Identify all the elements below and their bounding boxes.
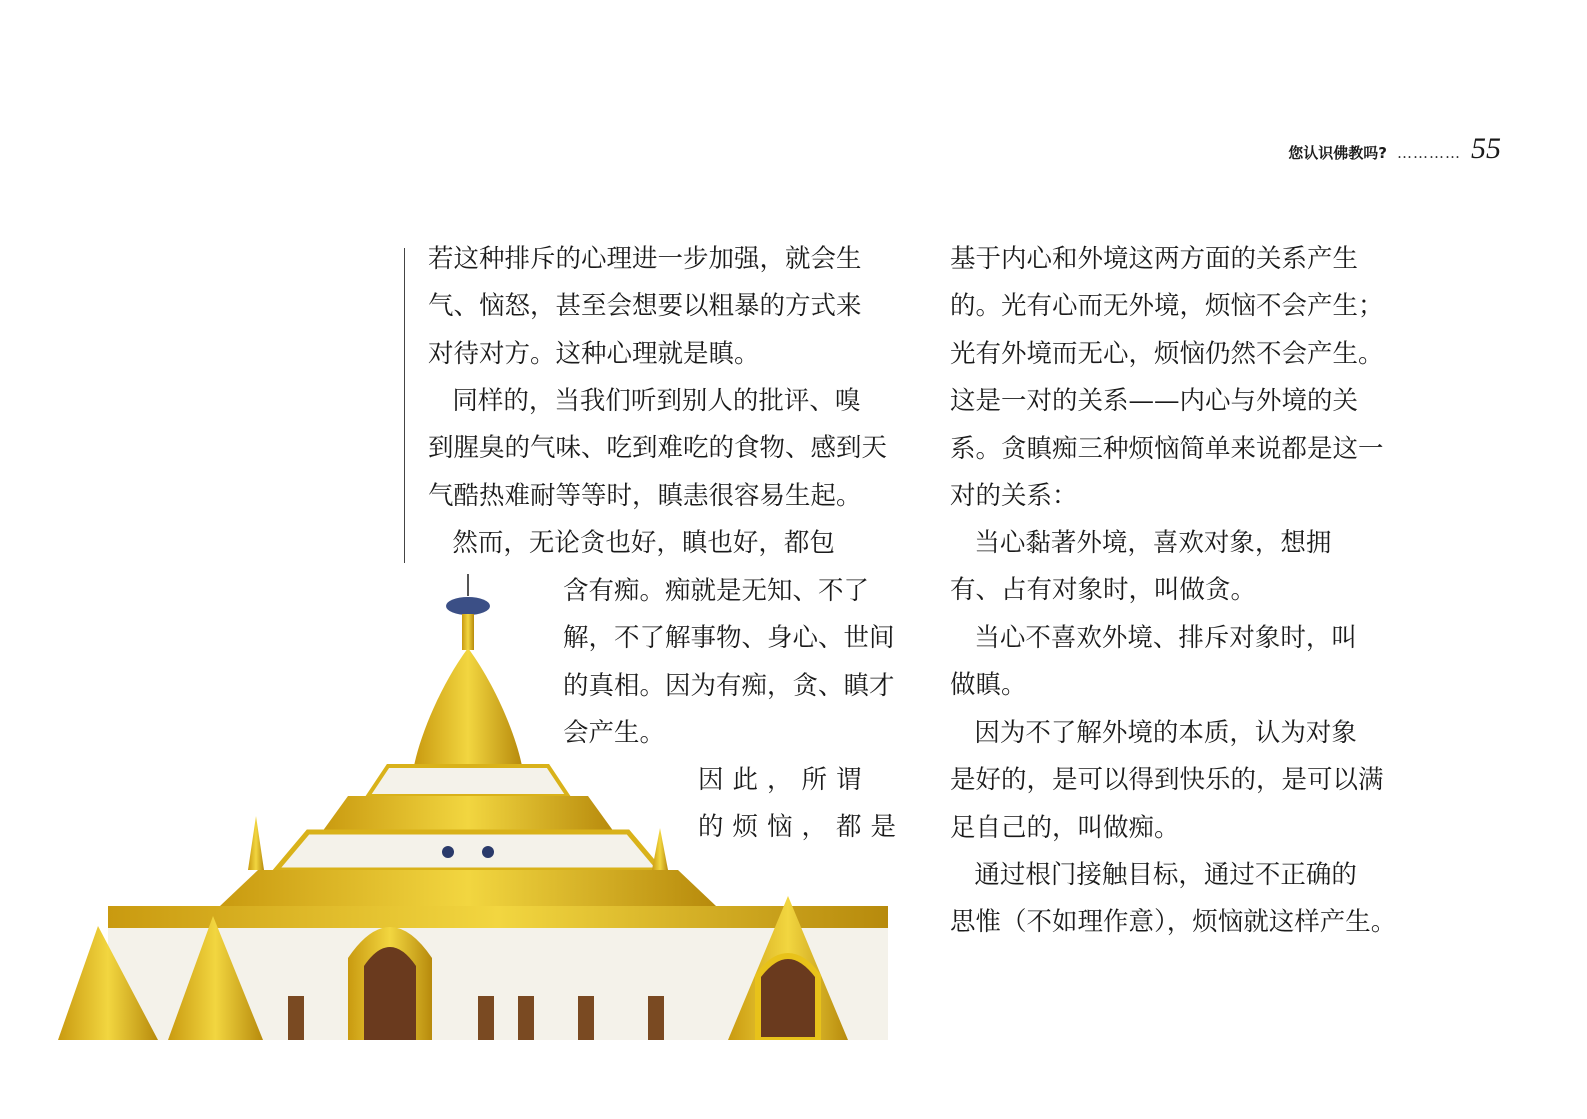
margin-rule: [404, 248, 405, 563]
page-number: 55: [1471, 132, 1501, 165]
right-paragraph-1: 基于内心和外境这两方面的关系产生 的。光有心而无外境，烦恼不会产生； 光有外境而无心，烦恼仍然不会产生。 这是一对的关系——内心与外境的关 系。贪瞋痴三种烦恼简单来说都是这一 对的关系：: [950, 244, 1384, 512]
right-paragraph-2: 当心黏著外境，喜欢对象，想拥 有、占有对象时，叫做贪。: [950, 528, 1332, 606]
left-paragraph-1: 若这种排斥的心理进一步加强，就会生 气、恼怒，甚至会想要以粗暴的方式来 对待对方。这种心理就是瞋。: [428, 244, 862, 369]
golden-pagoda-photo: [48, 566, 900, 1040]
left-paragraph-5: 因此，所谓 的烦恼，都是: [698, 765, 906, 843]
right-paragraph-4: 因为不了解外境的本质，认为对象 是好的，是可以得到快乐的，是可以满 足自己的，叫做痴。: [950, 718, 1384, 843]
book-title: 您认识佛教吗?: [1288, 144, 1387, 162]
left-paragraph-3: 然而，无论贪也好，瞋也好，都包: [428, 528, 835, 558]
left-paragraph-4: 含有痴。痴就是无知、不了 解，不了解事物、身心、世间 的真相。因为有痴，贪、瞋才 会产生。: [563, 576, 895, 749]
leader-dots: …………: [1397, 144, 1461, 162]
left-paragraph-2: 同样的，当我们听到别人的批评、嗅 到腥臭的气味、吃到难吃的食物、感到天 气酷热难耐等等时，瞋恚很容易生起。: [428, 386, 888, 511]
right-paragraph-5: 通过根门接触目标，通过不正确的 思惟（不如理作意），烦恼就这样产生。: [950, 860, 1397, 938]
right-paragraph-3: 当心不喜欢外境、排斥对象时，叫 做瞋。: [950, 623, 1357, 701]
running-head: [1288, 132, 1501, 166]
